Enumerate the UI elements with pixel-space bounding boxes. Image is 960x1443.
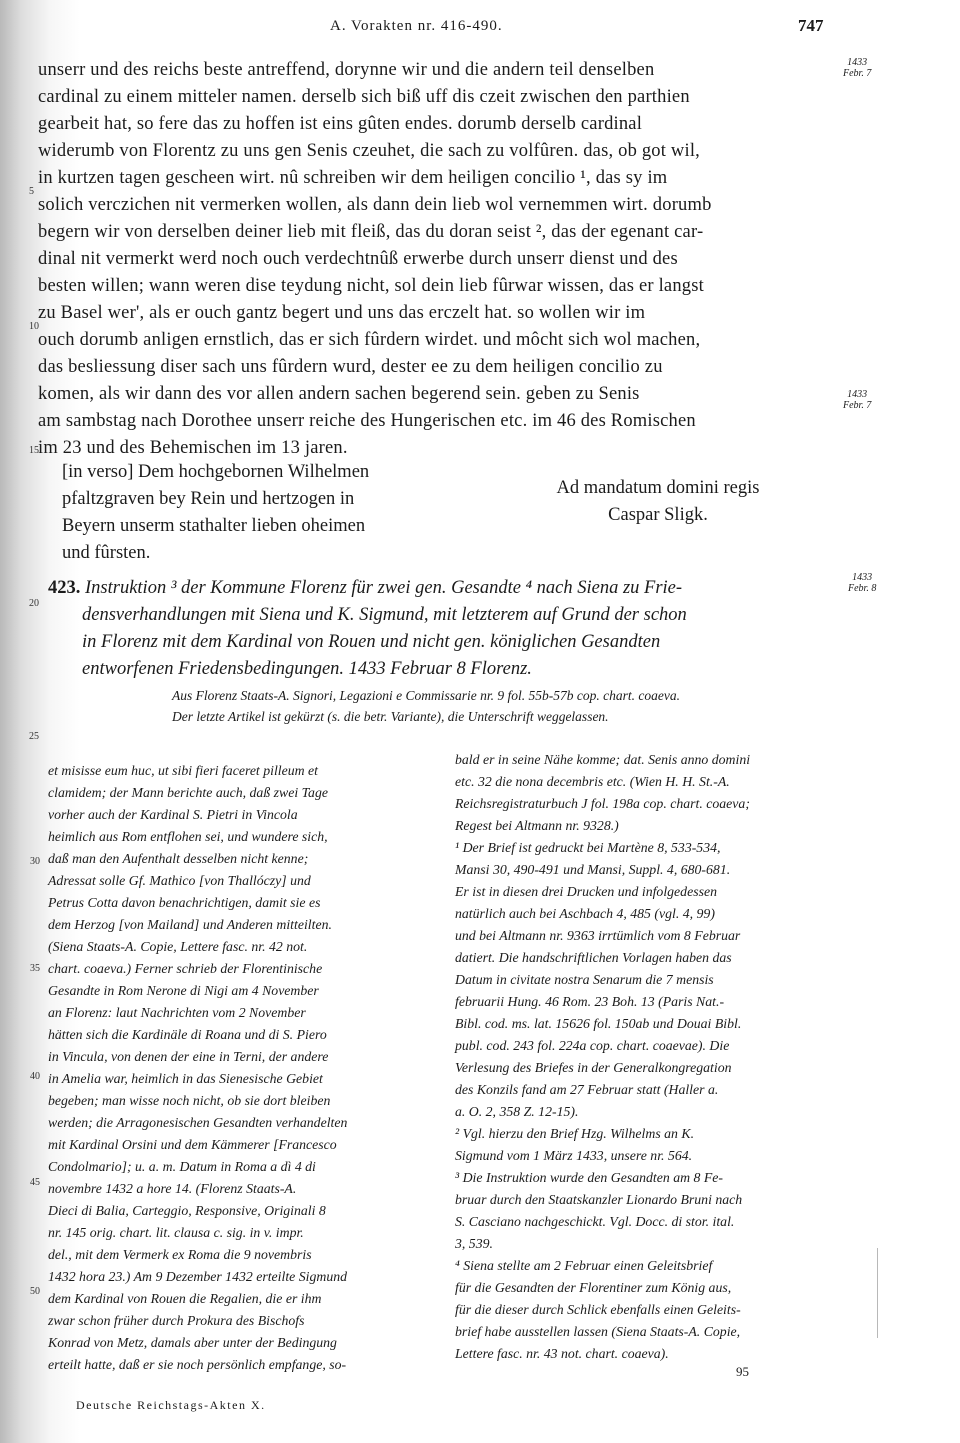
text-line: komen, als wir dann des vor allen andern sachen begerend sein. geben zu Senis (38, 384, 640, 404)
margin-date-month: Febr. 7 (843, 68, 872, 79)
note-line: (Siena Staats-A. Copie, Lettere fasc. nr. 42 not. (48, 939, 308, 954)
note-line: Datum in civitate nostra Senarum die 7 mensis (455, 972, 714, 987)
note-line: Dieci di Balia, Carteggio, Responsive, Originali 8 (48, 1203, 326, 1218)
note-line: dem Kardinal von Rouen die Regalien, die er ihm (48, 1291, 322, 1306)
heading-line: densverhandlungen mit Siena und K. Sigmund, mit letzterem auf Grund der schon (82, 605, 687, 625)
note-line: Petrus Cotta davon benachrichtigen, damit sie es (48, 895, 321, 910)
note-line: dem Herzog [von Mailand] und Anderen mitteilten. (48, 917, 332, 932)
line-number: 20 (29, 598, 39, 609)
heading-text: Instruktion ³ der Kommune Florenz für zwei gen. Gesandte ⁴ nach Siena zu Frie- (85, 578, 683, 598)
note-line: bald er in seine Nähe komme; dat. Senis anno domini (455, 752, 751, 767)
line-number: 50 (30, 1286, 40, 1297)
footer: Deutsche Reichstags-Akten X. (76, 1398, 266, 1412)
text-line: das besliessung diser sach uns fûrdern wurd, dester ee zu dem heiligen concilio zu (38, 357, 663, 377)
note-line: heimlich aus Rom entflohen sei, und wundere sich, (48, 829, 328, 844)
note-line: clamidem; der Mann berichte auch, daß zwei Tage (48, 785, 328, 800)
note-line: Er ist in diesen drei Drucken und infolgedessen (455, 884, 717, 899)
note-line: et misisse eum huc, ut sibi fieri faceret pilleum et (48, 763, 319, 778)
note-line: Gesandte in Rom Nerone di Nigi am 4 November (48, 983, 319, 998)
heading-line: in Florenz mit dem Kardinal von Rouen und nicht gen. königlichen Gesandten (82, 632, 661, 652)
note-line: bruar durch den Staatskanzler Lionardo Bruni nach (455, 1192, 743, 1207)
note-line: datiert. Die handschriftlichen Vorlagen haben das (455, 950, 732, 965)
note-line: brief habe ausstellen lassen (Siena Staats-A. Copie, (455, 1324, 741, 1339)
note-line: Condolmario]; u. a. m. Datum in Roma a dì 4 di (48, 1159, 316, 1174)
note-line: an Florenz: laut Nachrichten vom 2 November (48, 1005, 306, 1020)
text-line: am sambstag nach Dorothee unserr reiche des Hungerischen etc. im 46 des Romischen (38, 411, 696, 431)
note-line: mit Kardinal Orsini und dem Kämmerer [Francesco (48, 1137, 337, 1152)
source-line: Aus Florenz Staats-A. Signori, Legazioni e Commissarie nr. 9 fol. 55b-57b cop. chart. coaeva. (172, 688, 680, 703)
note-line: vorher auch der Kardinal S. Pietri in Vincola (48, 807, 298, 822)
note-line: etc. 32 die nona decembris etc. (Wien H. H. St.-A. (455, 774, 730, 789)
note-line: Bibl. cod. ms. lat. 15626 fol. 150ab und Douai Bibl. (455, 1016, 742, 1031)
line-number: 40 (30, 1071, 40, 1082)
note-line: del., mit dem Vermerk ex Roma die 9 novembris (48, 1247, 312, 1262)
note-line: und bei Altmann nr. 9363 irrtümlich vom 8 Februar (455, 928, 741, 943)
note-line: zwar schon früher durch Prokura des Bischofs (48, 1313, 305, 1328)
running-head: A. Vorakten nr. 416-490. (330, 18, 503, 34)
source-line: Der letzte Artikel ist gekürzt (s. die betr. Variante), die Unterschrift weggelassen. (172, 709, 609, 724)
line-number: 5 (29, 186, 34, 197)
margin-date-year: 1433 (847, 389, 868, 400)
note-line: 1432 hora 23.) Am 9 Dezember 1432 erteilte Sigmund (48, 1269, 348, 1284)
note-line: Regest bei Altmann nr. 9328.) (455, 818, 619, 833)
address-line: Beyern unserm stathalter lieben oheimen (62, 516, 366, 536)
line-number: 15 (29, 445, 39, 456)
footnote-3: ³ Die Instruktion wurde den Gesandten am 8 Fe- (455, 1170, 724, 1185)
note-line: Adressat solle Gf. Mathico [von Thallóczy] und (48, 873, 311, 888)
signature-line: Ad mandatum domini regis (556, 478, 760, 498)
line-number: 25 (29, 731, 39, 742)
margin-date (843, 389, 871, 411)
text-line: besten willen; wann weren dise teydung nicht, sol dein lieb fûrwar wissen, das er langst (38, 276, 704, 296)
line-number: 45 (30, 1177, 40, 1188)
note-line: für die Gesandten der Florentiner zum König aus, (455, 1280, 732, 1295)
address-line: und fûrsten. (62, 543, 151, 563)
text-line: widerumb von Florentz zu uns gen Senis czeuhet, die sach zu volfûren. das, ob got wil, (38, 141, 700, 161)
text-line: ouch dorumb anligen ernstlich, das er sich fûrdern wirdet. und môcht sich wol machen, (38, 330, 701, 350)
signature-line: Caspar Sligk. (608, 505, 708, 525)
note-line: nr. 145 orig. chart. lit. clausa c. sig. in v. impr. (48, 1225, 304, 1240)
address-line: pfaltzgraven bey Rein und hertzogen in (62, 489, 355, 509)
margin-date-month: Febr. 7 (843, 400, 872, 411)
note-line: novembre 1432 a hore 14. (Florenz Staats-A. (48, 1181, 297, 1196)
text-line: cardinal zu einem mitteler namen. derselb sich biß uff dis czeit zwischen den parthien (38, 87, 690, 107)
note-line: februarii Hung. 46 Rom. 23 Boh. 13 (Paris Nat.- (455, 994, 725, 1009)
note-line: publ. cod. 243 fol. 224a cop. chart. coaevae). Die (455, 1038, 730, 1053)
text-line: im 23 und des Behemischen im 13 jaren. (38, 438, 348, 458)
note-line: Lettere fasc. nr. 43 not. chart. coaeva). (455, 1346, 669, 1361)
margin-date-month: Febr. 8 (848, 583, 877, 594)
note-line: in Vincula, von denen der eine in Terni, der andere (48, 1049, 329, 1064)
footnote-4: ⁴ Siena stellte am 2 Februar einen Geleitsbrief (455, 1258, 713, 1273)
note-line: daß man den Aufenthalt desselben nicht kenne; (48, 851, 309, 866)
margin-date (843, 57, 871, 79)
signature-mark: 95 (736, 1364, 749, 1379)
text-line: begern wir von derselben deiner lieb mit fleiß, das du doran seist ², das der egenant car- (38, 222, 704, 242)
address-line: [in verso] Dem hochgebornen Wilhelmen (62, 462, 370, 482)
note-line: a. O. 2, 358 Z. 12-15). (455, 1104, 579, 1119)
note-line: hätten sich die Kardinäle di Roana und di S. Piero (48, 1027, 327, 1042)
footnote-2: ² Vgl. hierzu den Brief Hzg. Wilhelms an K. (455, 1126, 695, 1141)
pencil-mark (877, 1248, 881, 1338)
line-number: 35 (30, 963, 40, 974)
note-line: für die dieser durch Schlick ebenfalls einen Geleits- (455, 1302, 741, 1317)
note-line: S. Casciano nachgeschickt. Vgl. Docc. di stor. ital. (455, 1214, 735, 1229)
text-line: unserr und des reichs beste antreffend, dorynne wir und die andern teil denselben (38, 60, 655, 80)
text-line: in kurtzen tagen gescheen wirt. nû schreiben wir dem heiligen concilio ¹, das sy im (38, 168, 668, 188)
note-line: chart. coaeva.) Ferner schrieb der Florentinische (48, 961, 323, 976)
footnote-1: ¹ Der Brief ist gedruckt bei Martène 8, 533-534, (455, 840, 721, 855)
note-line: Mansi 30, 490-491 und Mansi, Suppl. 4, 680-681. (455, 862, 731, 877)
line-number: 30 (30, 856, 40, 867)
heading-line (48, 578, 682, 599)
margin-date-year: 1433 (847, 57, 868, 68)
page-number: 747 (798, 16, 824, 35)
document-number: 423. (48, 578, 81, 598)
note-line: natürlich auch bei Aschbach 4, 485 (vgl. 4, 99) (455, 906, 715, 921)
text-line: dinal nit vermerkt werd noch ouch verdechtnûß erwerbe durch unserr dienst und des (38, 249, 678, 269)
margin-date (848, 572, 876, 594)
heading-line: entworfenen Friedensbedingungen. 1433 Februar 8 Florenz. (82, 659, 532, 679)
margin-date-year: 1433 (852, 572, 873, 583)
note-line: des Konzils fand am 27 Februar statt (Haller a. (455, 1082, 719, 1097)
note-line: Sigmund vom 1 März 1433, unsere nr. 564. (455, 1148, 693, 1163)
note-line: Verlesung des Briefes in der Generalkongregation (455, 1060, 732, 1075)
note-line: Reichsregistraturbuch J fol. 198a cop. chart. coaeva; (455, 796, 750, 811)
note-line: erteilt hatte, daß er sie noch persönlich empfange, so- (48, 1357, 347, 1372)
note-line: 3, 539. (455, 1236, 493, 1251)
line-number: 10 (29, 321, 39, 332)
note-line: Konrad von Metz, damals aber unter der Bedingung (48, 1335, 337, 1350)
note-line: werden; die Arragonesischen Gesandten verhandelten (48, 1115, 348, 1130)
text-line: zu Basel wer', als er ouch gantz begert und uns das erczelt hat. so wollen wir im (38, 303, 646, 323)
note-line: begeben; man wisse noch nicht, ob sie dort bleiben (48, 1093, 331, 1108)
note-line: in Amelia war, heimlich in das Sienesische Gebiet (48, 1071, 323, 1086)
text-line: solich verczichen nit vermerken wollen, als dann dein lieb wol vernemmen wirt. dorumb (38, 195, 712, 215)
text-line: gearbeit hat, so fere das zu hoffen ist eins gûten endes. dorumb derselb cardinal (38, 114, 643, 134)
